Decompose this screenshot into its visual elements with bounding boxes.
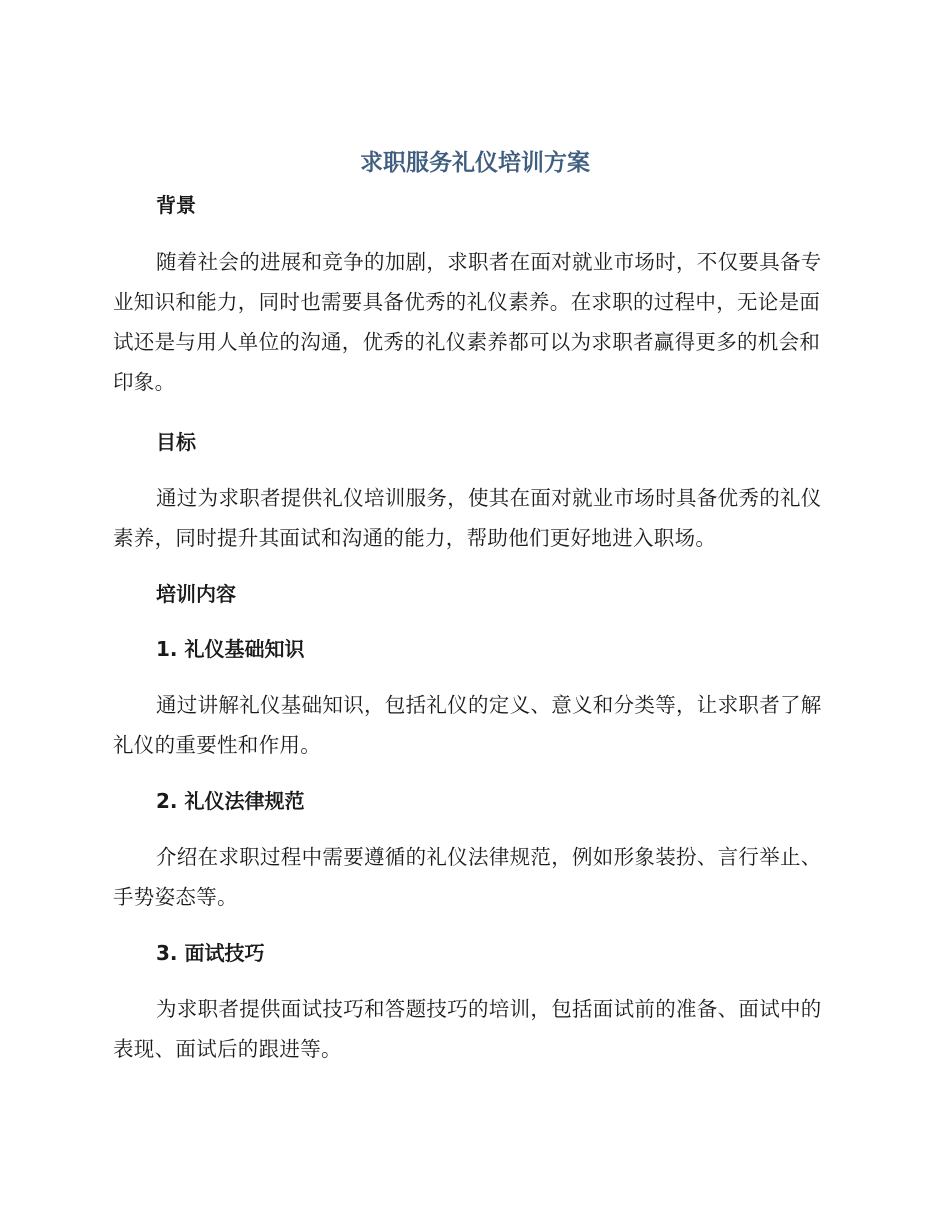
section-body-background: 随着社会的进展和竞争的加剧，求职者在面对就业市场时，不仅要具备专业知识和能力，同时也需要具备优秀的礼仪素养。在求职的过程中，无论是面试还是与用人单位的沟通，优秀的礼仪素养都可以为求职者赢得更多的机会和印象。 xyxy=(113,250,822,394)
section-heading-etiquette-basics: 1. 礼仪基础知识 xyxy=(156,637,305,661)
section-heading-interview-skills: 3. 面试技巧 xyxy=(156,941,265,965)
section-body-etiquette-norms: 介绍在求职过程中需要遵循的礼仪法律规范，例如形象装扮、言行举止、手势姿态等。 xyxy=(113,845,822,909)
section-heading-etiquette-norms: 2. 礼仪法律规范 xyxy=(156,789,305,813)
section-heading-background: 背景 xyxy=(156,193,196,217)
document-title: 求职服务礼仪培训方案 xyxy=(360,150,590,176)
section-heading-training-content: 培训内容 xyxy=(156,582,236,606)
section-body-goal: 通过为求职者提供礼仪培训服务，使其在面对就业市场时具备优秀的礼仪素养，同时提升其面试和沟通的能力，帮助他们更好地进入职场。 xyxy=(113,486,822,550)
section-heading-goal: 目标 xyxy=(156,430,196,454)
section-body-interview-skills: 为求职者提供面试技巧和答题技巧的培训，包括面试前的准备、面试中的表现、面试后的跟进等。 xyxy=(113,997,822,1061)
section-body-etiquette-basics: 通过讲解礼仪基础知识，包括礼仪的定义、意义和分类等，让求职者了解礼仪的重要性和作用。 xyxy=(113,693,822,757)
